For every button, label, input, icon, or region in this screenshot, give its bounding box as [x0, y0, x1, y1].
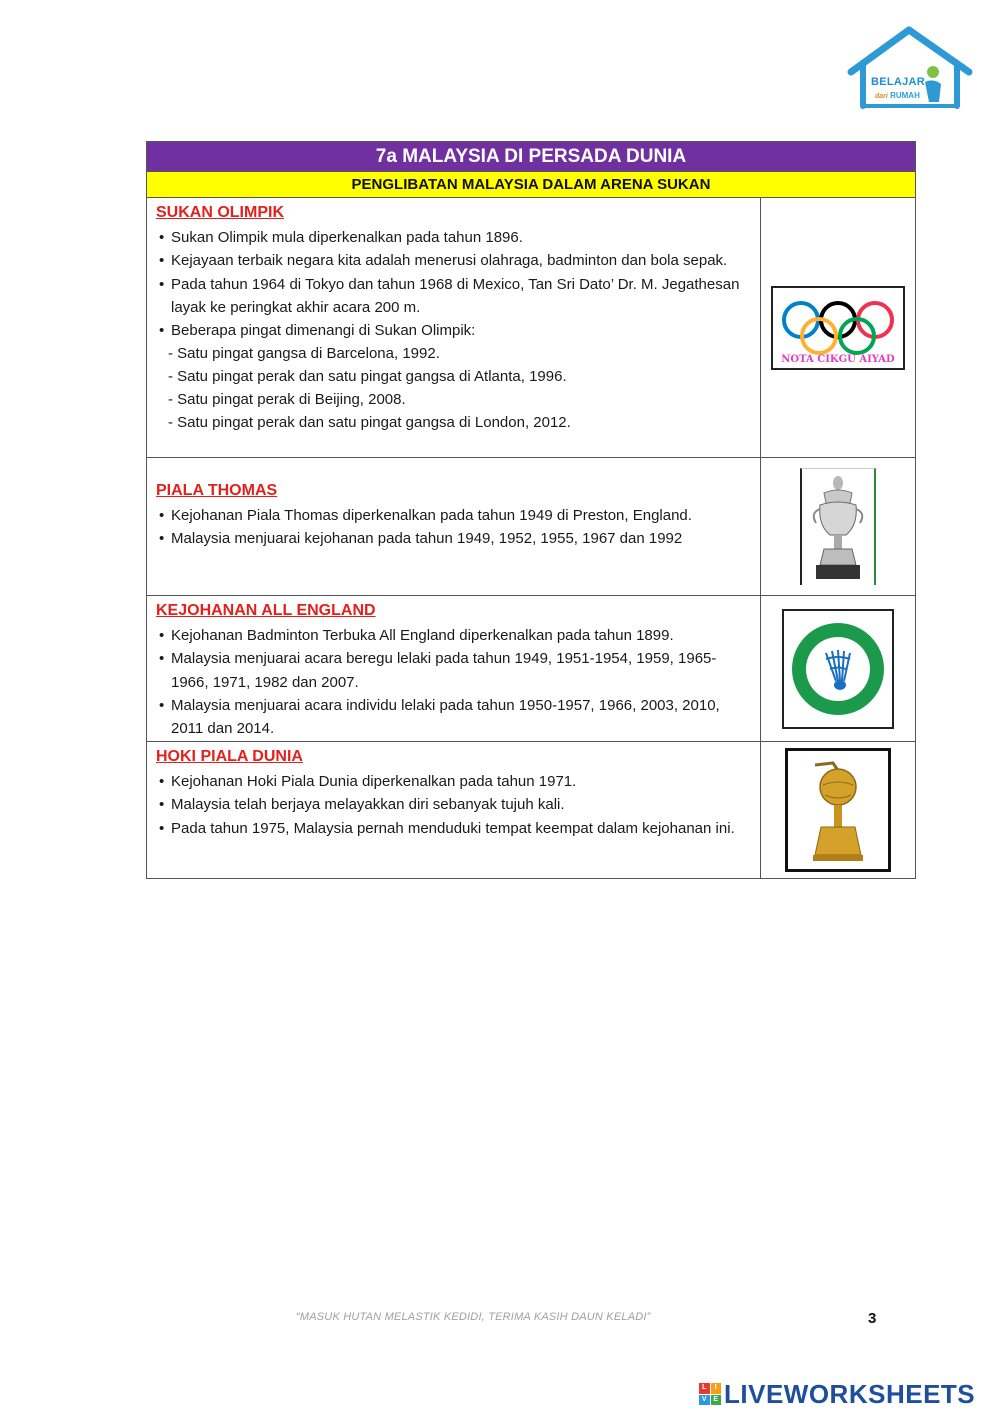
belajar-dari-rumah-logo — [845, 26, 975, 112]
bullet-item: • Beberapa pingat dimenangi di Sukan Olimpik: — [156, 319, 752, 342]
hockey-world-cup-image — [785, 748, 891, 872]
bullet-item: • Malaysia menjuarai kejohanan pada tahun 1949, 1952, 1955, 1967 dan 1992 — [156, 527, 752, 550]
bullet-item: • Kejohanan Hoki Piala Dunia diperkenalkan pada tahun 1971. — [156, 770, 752, 793]
content-table — [146, 141, 916, 879]
bullet-item: • Kejayaan terbaik negara kita adalah menerusi olahraga, badminton dan bola sepak. — [156, 249, 752, 272]
shuttlecock-badge-icon — [788, 619, 888, 719]
lw-letter-e: E — [711, 1395, 722, 1406]
sub-item: - Satu pingat perak dan satu pingat gangsa di Atlanta, 1996. — [168, 368, 567, 386]
bullet-list — [156, 226, 752, 342]
sub-item: - Satu pingat perak di Beijing, 2008. — [168, 391, 406, 409]
page-number: 3 — [868, 1310, 877, 1327]
logo-text-rumah — [875, 91, 920, 100]
thomas-cup-image — [800, 468, 876, 585]
section-heading: SUKAN OLIMPIK — [156, 204, 284, 221]
watermark-caption: NOTA CIKGU AIYAD — [781, 353, 895, 365]
section-text — [147, 596, 761, 741]
trophy-icon — [802, 469, 874, 585]
gold-trophy-icon — [803, 755, 873, 865]
bullet-item: • Pada tahun 1975, Malaysia pernah menduduki tempat keempat dalam kejohanan ini. — [156, 817, 752, 840]
olympic-rings-image — [771, 286, 905, 370]
section-piala-thomas — [147, 458, 915, 596]
image-cell — [761, 458, 915, 595]
bullet-list — [156, 770, 752, 840]
bullet-item: • Malaysia menjuarai acara individu lelaki pada tahun 1950-1957, 1966, 2003, 2010, 2011 dan 2014. — [156, 694, 752, 741]
image-cell — [761, 596, 915, 741]
page-subtitle: PENGLIBATAN MALAYSIA DALAM ARENA SUKAN — [147, 172, 915, 198]
section-sukan-olimpik — [147, 198, 915, 458]
section-all-england — [147, 596, 915, 742]
liveworksheets-icon — [699, 1383, 721, 1405]
section-heading: PIALA THOMAS — [156, 482, 278, 499]
bullet-item: • Kejohanan Piala Thomas diperkenalkan pada tahun 1949 di Preston, England. — [156, 504, 752, 527]
page-title: 7a MALAYSIA DI PERSADA DUNIA — [147, 142, 915, 172]
bullet-item: • Malaysia telah berjaya melayakkan diri sebanyak tujuh kali. — [156, 793, 752, 816]
section-hoki-piala-dunia — [147, 742, 915, 878]
bullet-list — [156, 624, 752, 740]
all-england-logo-image — [782, 609, 894, 729]
bullet-list — [156, 504, 752, 551]
logo-text-belajar: BELAJAR — [871, 76, 926, 88]
bullet-item: • Sukan Olimpik mula diperkenalkan pada tahun 1896. — [156, 226, 752, 249]
sub-list — [156, 342, 752, 434]
lw-letter-l: L — [699, 1383, 710, 1394]
sub-item: - Satu pingat perak dan satu pingat gangsa di London, 2012. — [168, 414, 571, 432]
section-text — [147, 198, 761, 457]
section-text — [147, 742, 761, 878]
section-text — [147, 458, 761, 595]
liveworksheets-watermark — [699, 1378, 976, 1409]
logo-text-dari: dari — [875, 93, 888, 100]
lw-letter-v: V — [699, 1395, 710, 1406]
bullet-item: • Pada tahun 1964 di Tokyo dan tahun 1968 di Mexico, Tan Sri Dato’ Dr. M. Jegathesan layak ke peringkat akhir acara 200 m. — [156, 273, 752, 320]
image-cell — [761, 742, 915, 878]
logo-text-rumah-word: RUMAH — [890, 91, 920, 100]
section-heading: HOKI PIALA DUNIA — [156, 748, 303, 765]
section-heading: KEJOHANAN ALL ENGLAND — [156, 602, 376, 619]
bullet-item: • Kejohanan Badminton Terbuka All England diperkenalkan pada tahun 1899. — [156, 624, 752, 647]
liveworksheets-text: LIVEWORKSHEETS — [724, 1378, 976, 1409]
image-cell — [761, 198, 915, 457]
lw-letter-i: I — [711, 1383, 722, 1394]
footer-quote: “MASUK HUTAN MELASTIK KEDIDI, TERIMA KASIH DAUN KELADI” — [296, 1311, 651, 1323]
sub-item: - Satu pingat gangsa di Barcelona, 1992. — [168, 345, 440, 363]
bullet-item: • Malaysia menjuarai acara beregu lelaki pada tahun 1949, 1951-1954, 1959, 1965-1966, 1971, 1982 dan 2007. — [156, 647, 752, 694]
